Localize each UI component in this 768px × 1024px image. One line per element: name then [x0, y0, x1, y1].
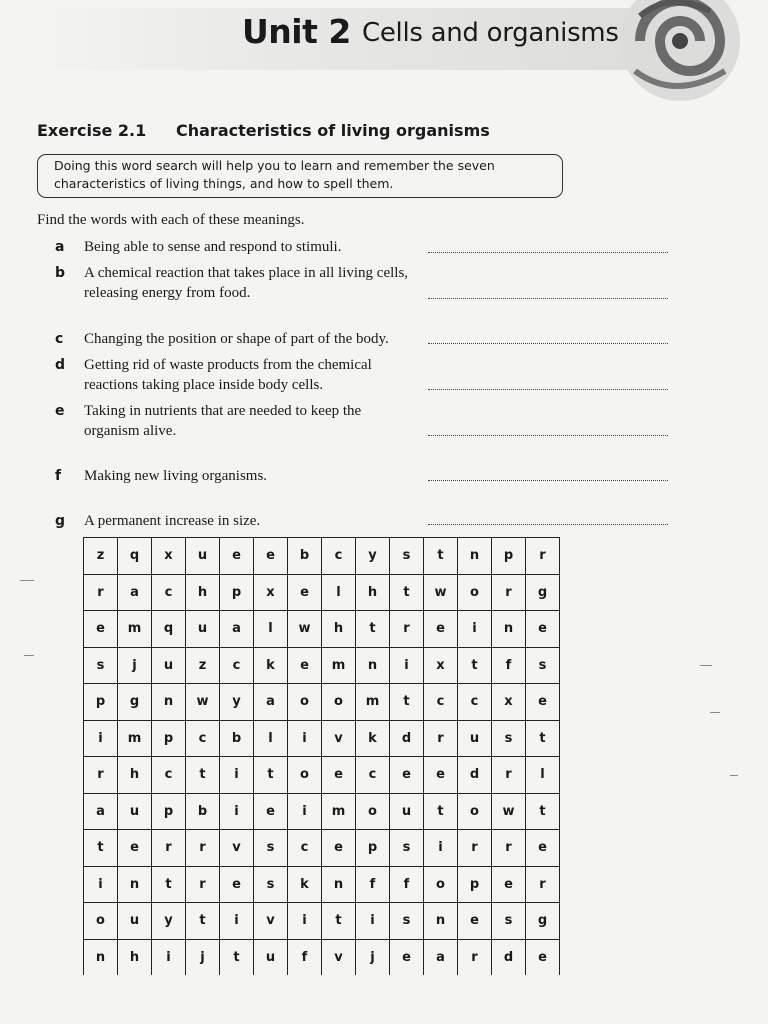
grid-cell[interactable]: d [492, 939, 526, 975]
grid-cell[interactable]: n [322, 866, 356, 903]
grid-cell[interactable]: c [152, 757, 186, 794]
question-letter-d: d [55, 357, 66, 373]
grid-cell[interactable]: e [390, 757, 424, 794]
grid-cell[interactable]: f [288, 939, 322, 975]
grid-cell[interactable]: z [186, 647, 220, 684]
grid-cell[interactable]: e [220, 538, 254, 575]
grid-cell[interactable]: i [220, 757, 254, 794]
margin-mark [20, 580, 34, 581]
grid-cell[interactable]: r [424, 720, 458, 757]
grid-row [84, 647, 560, 684]
grid-cell[interactable]: t [424, 793, 458, 830]
margin-mark [710, 712, 720, 713]
grid-cell[interactable]: k [288, 866, 322, 903]
grid-cell[interactable]: g [526, 574, 560, 611]
grid-cell[interactable]: i [84, 720, 118, 757]
grid-cell[interactable]: i [152, 939, 186, 975]
grid-cell[interactable]: e [424, 611, 458, 648]
grid-cell[interactable]: c [152, 574, 186, 611]
grid-cell[interactable]: b [220, 720, 254, 757]
grid-cell[interactable]: s [390, 830, 424, 867]
grid-cell[interactable]: k [254, 647, 288, 684]
grid-cell[interactable]: d [458, 757, 492, 794]
grid-cell[interactable]: i [458, 611, 492, 648]
grid-cell[interactable]: c [356, 757, 390, 794]
grid-cell[interactable]: c [186, 720, 220, 757]
grid-cell[interactable]: r [186, 866, 220, 903]
grid-cell[interactable]: r [84, 757, 118, 794]
grid-cell[interactable]: u [458, 720, 492, 757]
grid-cell[interactable]: t [458, 647, 492, 684]
grid-row [84, 611, 560, 648]
grid-cell[interactable]: a [84, 793, 118, 830]
grid-cell[interactable]: s [254, 866, 288, 903]
grid-cell[interactable]: c [220, 647, 254, 684]
grid-cell[interactable]: r [390, 611, 424, 648]
question-line: A chemical reaction that takes place in all living cells, [84, 265, 409, 281]
grid-cell[interactable]: r [458, 830, 492, 867]
grid-cell[interactable]: w [186, 684, 220, 721]
grid-cell[interactable]: h [118, 939, 152, 975]
grid-cell[interactable]: z [84, 538, 118, 575]
unit-label: Unit 2 [242, 12, 351, 51]
intro-line-2: characteristics of living things, and how to spell them. [54, 176, 394, 191]
grid-row [84, 684, 560, 721]
grid-cell[interactable]: u [186, 611, 220, 648]
grid-cell[interactable]: t [390, 574, 424, 611]
grid-cell[interactable]: o [458, 574, 492, 611]
question-text-f [84, 466, 429, 486]
grid-cell[interactable]: m [356, 684, 390, 721]
question-line: releasing energy from food. [84, 285, 251, 301]
grid-cell[interactable]: c [288, 830, 322, 867]
grid-cell[interactable]: l [526, 757, 560, 794]
grid-cell[interactable]: e [458, 903, 492, 940]
grid-cell[interactable]: n [424, 903, 458, 940]
question-line: Being able to sense and respond to stimuli. [84, 239, 342, 255]
exercise-title: Characteristics of living organisms [176, 121, 490, 140]
grid-cell[interactable]: j [186, 939, 220, 975]
grid-cell[interactable]: l [254, 720, 288, 757]
swirl-logo-icon [600, 0, 760, 106]
question-letter-a: a [55, 239, 65, 255]
grid-cell[interactable]: o [288, 684, 322, 721]
grid-cell[interactable]: p [492, 538, 526, 575]
grid-cell[interactable]: o [84, 903, 118, 940]
question-text-e [84, 401, 429, 441]
question-text-c [84, 329, 429, 349]
grid-cell[interactable]: o [288, 757, 322, 794]
answer-line-g[interactable] [428, 524, 668, 525]
instruction: Find the words with each of these meanings. [37, 212, 305, 228]
grid-cell[interactable]: s [526, 647, 560, 684]
grid-cell[interactable]: j [118, 647, 152, 684]
margin-mark [730, 775, 738, 776]
grid-cell[interactable]: s [390, 903, 424, 940]
question-letter-f: f [55, 468, 62, 484]
grid-row [84, 939, 560, 975]
grid-cell[interactable]: o [458, 793, 492, 830]
grid-cell[interactable]: n [84, 939, 118, 975]
grid-cell[interactable]: t [526, 793, 560, 830]
grid-cell[interactable]: e [220, 866, 254, 903]
grid-cell[interactable]: u [186, 538, 220, 575]
grid-cell[interactable]: n [458, 538, 492, 575]
grid-cell[interactable]: k [356, 720, 390, 757]
grid-cell[interactable]: x [424, 647, 458, 684]
question-line: Taking in nutrients that are needed to keep the [84, 403, 362, 419]
grid-cell[interactable]: r [492, 830, 526, 867]
grid-cell[interactable]: t [322, 903, 356, 940]
grid-cell[interactable]: r [186, 830, 220, 867]
question-line: A permanent increase in size. [84, 513, 261, 529]
grid-cell[interactable]: a [220, 611, 254, 648]
question-line: Getting rid of waste products from the chemical [84, 357, 372, 373]
question-text-b [84, 263, 429, 303]
grid-cell[interactable]: w [492, 793, 526, 830]
grid-cell[interactable]: c [322, 538, 356, 575]
grid-cell[interactable]: a [424, 939, 458, 975]
grid-cell[interactable]: q [118, 538, 152, 575]
grid-cell[interactable]: g [526, 903, 560, 940]
grid-cell[interactable]: o [322, 684, 356, 721]
grid-cell[interactable]: u [118, 793, 152, 830]
grid-cell[interactable]: u [152, 647, 186, 684]
grid-cell[interactable]: o [356, 793, 390, 830]
grid-cell[interactable]: p [152, 720, 186, 757]
grid-cell[interactable]: t [356, 611, 390, 648]
question-line: Making new living organisms. [84, 468, 268, 484]
grid-row [84, 830, 560, 867]
grid-cell[interactable]: e [118, 830, 152, 867]
grid-cell[interactable]: u [254, 939, 288, 975]
grid-cell[interactable]: i [288, 903, 322, 940]
grid-cell[interactable]: e [526, 830, 560, 867]
grid-cell[interactable]: b [288, 538, 322, 575]
exercise-number: Exercise 2.1 [37, 121, 147, 140]
grid-cell[interactable]: x [492, 684, 526, 721]
grid-cell[interactable]: m [322, 793, 356, 830]
grid-cell[interactable]: f [356, 866, 390, 903]
word-search-grid [83, 537, 560, 975]
grid-cell[interactable]: x [254, 574, 288, 611]
answer-line-b[interactable] [428, 298, 668, 299]
grid-cell[interactable]: t [424, 538, 458, 575]
answer-line-c[interactable] [428, 343, 668, 344]
grid-cell[interactable]: n [118, 866, 152, 903]
grid-row [84, 574, 560, 611]
grid-cell[interactable]: e [288, 647, 322, 684]
grid-cell[interactable]: n [492, 611, 526, 648]
grid-cell[interactable]: c [424, 684, 458, 721]
grid-cell[interactable]: i [356, 903, 390, 940]
grid-cell[interactable]: e [254, 793, 288, 830]
grid-cell[interactable]: p [458, 866, 492, 903]
grid-cell[interactable]: r [152, 830, 186, 867]
grid-cell[interactable]: v [220, 830, 254, 867]
grid-cell[interactable]: t [390, 684, 424, 721]
grid-cell[interactable]: q [152, 611, 186, 648]
grid-cell[interactable]: u [118, 903, 152, 940]
grid-cell[interactable]: a [118, 574, 152, 611]
grid-cell[interactable]: t [186, 903, 220, 940]
grid-row [84, 720, 560, 757]
grid-cell[interactable]: p [84, 684, 118, 721]
grid-cell[interactable]: a [254, 684, 288, 721]
grid-cell[interactable]: t [220, 939, 254, 975]
grid-cell[interactable]: s [254, 830, 288, 867]
grid-cell[interactable]: n [152, 684, 186, 721]
grid-cell[interactable]: x [152, 538, 186, 575]
grid-cell[interactable]: d [390, 720, 424, 757]
grid-cell[interactable]: e [288, 574, 322, 611]
grid-cell[interactable]: r [492, 574, 526, 611]
grid-cell[interactable]: g [118, 684, 152, 721]
grid-cell[interactable]: l [322, 574, 356, 611]
grid-cell[interactable]: u [390, 793, 424, 830]
grid-cell[interactable]: s [492, 720, 526, 757]
grid-cell[interactable]: s [390, 538, 424, 575]
grid-cell[interactable]: e [424, 757, 458, 794]
margin-mark [24, 655, 34, 656]
grid-cell[interactable]: m [118, 611, 152, 648]
grid-cell[interactable]: s [492, 903, 526, 940]
grid-cell[interactable]: v [254, 903, 288, 940]
grid-cell[interactable]: c [458, 684, 492, 721]
grid-cell[interactable]: t [186, 757, 220, 794]
grid-cell[interactable]: h [356, 574, 390, 611]
grid-cell[interactable]: y [356, 538, 390, 575]
grid-cell[interactable]: n [356, 647, 390, 684]
grid-cell[interactable]: r [492, 757, 526, 794]
question-line: reactions taking place inside body cells. [84, 377, 324, 393]
answer-line-a[interactable] [428, 252, 668, 253]
grid-cell[interactable]: r [458, 939, 492, 975]
margin-mark [700, 665, 712, 666]
grid-cell[interactable]: h [186, 574, 220, 611]
grid-cell[interactable]: p [356, 830, 390, 867]
grid-cell[interactable]: s [84, 647, 118, 684]
grid-cell[interactable]: i [220, 903, 254, 940]
intro-line-1: Doing this word search will help you to learn and remember the seven [54, 158, 495, 173]
grid-cell[interactable]: i [390, 647, 424, 684]
grid-cell[interactable]: f [390, 866, 424, 903]
grid-cell[interactable]: e [254, 538, 288, 575]
grid-cell[interactable]: i [424, 830, 458, 867]
grid-cell[interactable]: f [492, 647, 526, 684]
unit-subtitle: Cells and organisms [362, 18, 619, 48]
grid-row [84, 866, 560, 903]
grid-cell[interactable]: h [118, 757, 152, 794]
intro-box [37, 154, 563, 198]
grid-cell[interactable]: t [526, 720, 560, 757]
grid-cell[interactable]: i [84, 866, 118, 903]
grid-cell[interactable]: e [322, 757, 356, 794]
answer-line-e[interactable] [428, 435, 668, 436]
grid-cell[interactable]: h [322, 611, 356, 648]
grid-cell[interactable]: e [526, 611, 560, 648]
grid-row [84, 903, 560, 940]
grid-cell[interactable]: j [356, 939, 390, 975]
grid-cell[interactable]: i [288, 793, 322, 830]
question-line: Changing the position or shape of part of the body. [84, 331, 389, 347]
grid-cell[interactable]: t [254, 757, 288, 794]
grid-cell[interactable]: l [254, 611, 288, 648]
grid-cell[interactable]: e [84, 611, 118, 648]
grid-cell[interactable]: e [526, 939, 560, 975]
grid-cell[interactable]: v [322, 720, 356, 757]
grid-cell[interactable]: e [492, 866, 526, 903]
grid-cell[interactable]: t [152, 866, 186, 903]
grid-cell[interactable]: t [84, 830, 118, 867]
grid-row [84, 538, 560, 575]
grid-cell[interactable]: y [220, 684, 254, 721]
grid-cell[interactable]: r [526, 866, 560, 903]
answer-line-d[interactable] [428, 389, 668, 390]
question-text-d [84, 355, 429, 395]
grid-row [84, 757, 560, 794]
question-line: organism alive. [84, 423, 177, 439]
grid-cell[interactable]: b [186, 793, 220, 830]
grid-cell[interactable]: w [424, 574, 458, 611]
grid-cell[interactable]: e [390, 939, 424, 975]
grid-cell[interactable]: p [220, 574, 254, 611]
question-letter-g: g [55, 513, 66, 529]
question-text-a [84, 237, 429, 257]
answer-line-f[interactable] [428, 480, 668, 481]
grid-cell[interactable]: m [322, 647, 356, 684]
grid-cell[interactable]: e [526, 684, 560, 721]
grid-cell[interactable]: r [84, 574, 118, 611]
grid-cell[interactable]: y [152, 903, 186, 940]
grid-cell[interactable]: o [424, 866, 458, 903]
grid-cell[interactable]: i [288, 720, 322, 757]
grid-cell[interactable]: p [152, 793, 186, 830]
grid-cell[interactable]: e [322, 830, 356, 867]
grid-cell[interactable]: w [288, 611, 322, 648]
grid-row [84, 793, 560, 830]
grid-cell[interactable]: v [322, 939, 356, 975]
grid-cell[interactable]: i [220, 793, 254, 830]
grid-cell[interactable]: m [118, 720, 152, 757]
question-letter-e: e [55, 403, 65, 419]
question-letter-b: b [55, 265, 66, 281]
question-letter-c: c [55, 331, 64, 347]
grid-cell[interactable]: r [526, 538, 560, 575]
question-text-g [84, 511, 429, 531]
